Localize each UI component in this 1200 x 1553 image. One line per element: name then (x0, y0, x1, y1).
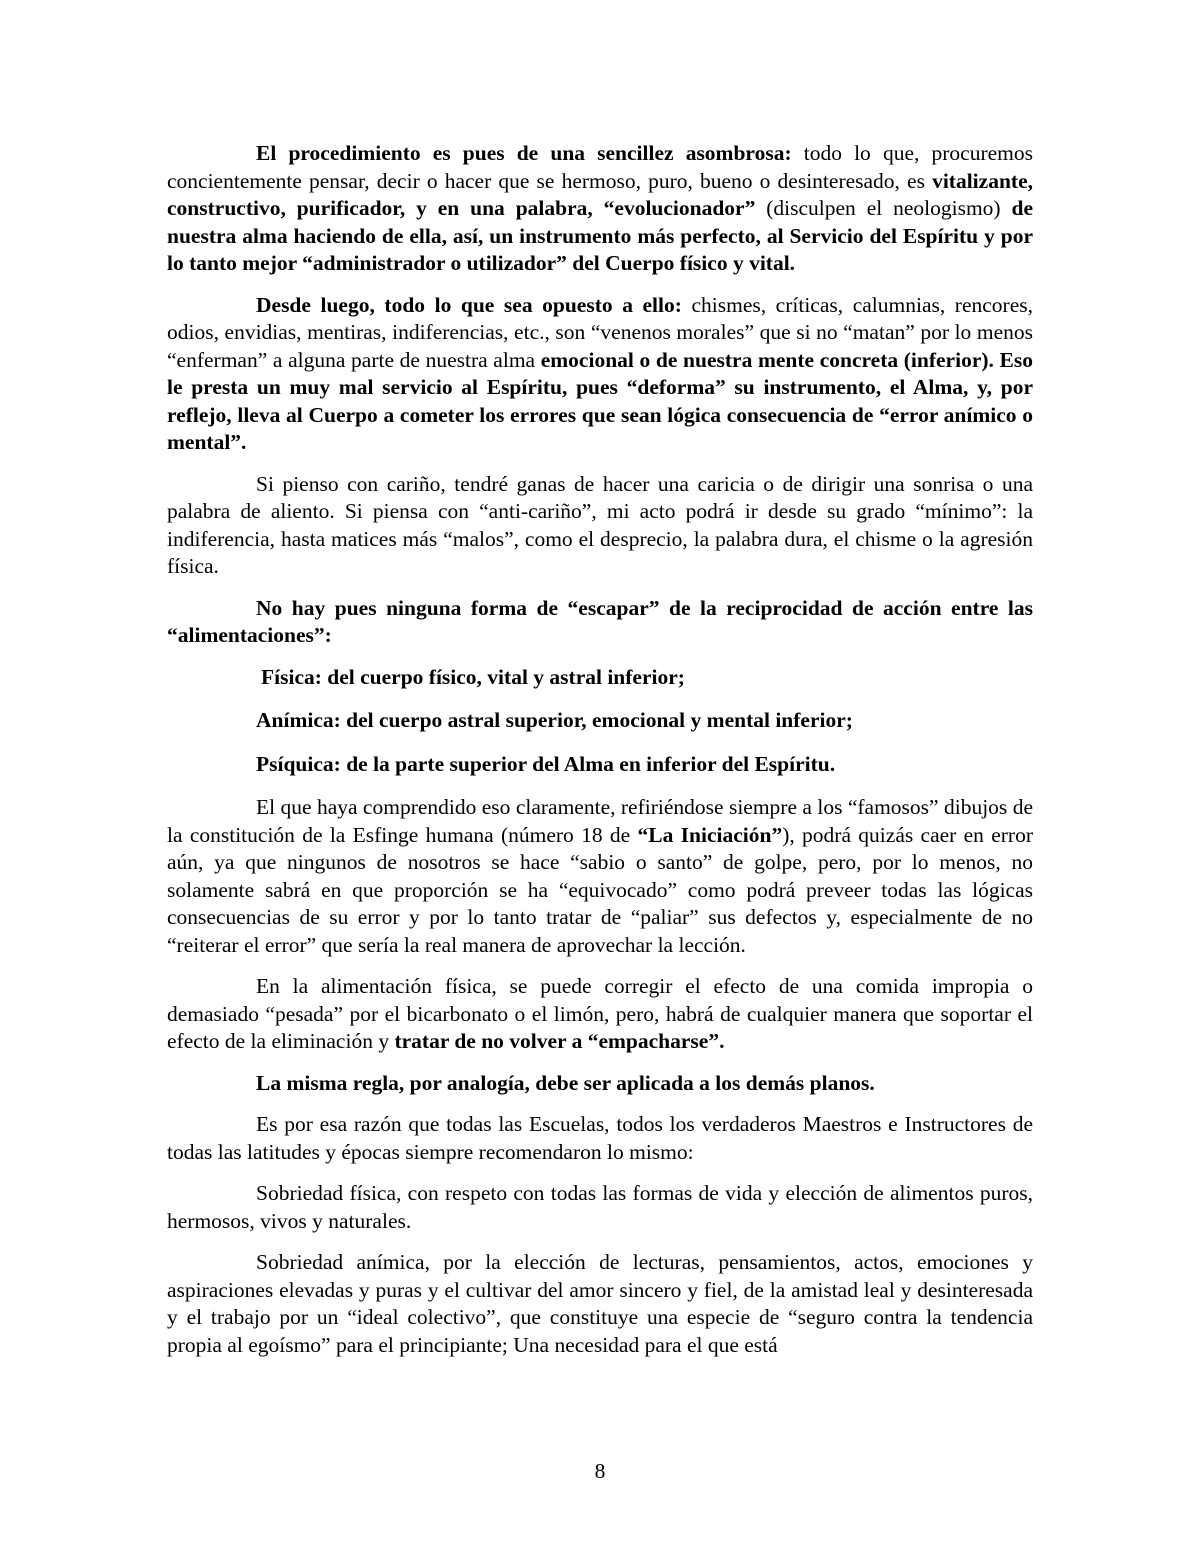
paragraph-7: La misma regla, por analogía, debe ser aplicada a los demás planos. (256, 1070, 875, 1095)
list-item-fisica: Física: del cuerpo físico, vital y astral inferior; (261, 664, 685, 689)
paragraph-6: En la alimentación física, se puede corregir el efecto de una comida impropia o demasiado “pesada” por el bicarbonato o el limón, pero, habrá de cualquier manera que soportar el efecto de la eliminación y tratar de no volver a “empacharse”. (167, 974, 1033, 1053)
list-item-psiquica: Psíquica: de la parte superior del Alma en inferior del Espíritu. (256, 751, 836, 776)
paragraph-4: No hay pues ninguna forma de “escapar” de la reciprocidad de acción entre las “alimentaciones”: (167, 595, 1033, 647)
paragraph-5: El que haya comprendido eso claramente, refiriéndose siempre a los “famosos” dibujos de la constitución de la Esfinge humana (número 18 de “La Iniciación”), podrá quizás caer en error aún, ya que ningunos de nosotros se hace “sabio o santo” de golpe, pero, por lo menos, no solamente sabrá en que proporción se ha “equivocado” como podrá preveer todas las lógicas consecuencias de su error y por lo tanto tratar de “paliar” sus defectos y, especialmente de no “reiterar el error” que sería la real manera de aprovechar la lección. (167, 795, 1033, 957)
list-item-animica: Anímica: del cuerpo astral superior, emocional y mental inferior; (256, 708, 853, 732)
paragraph-8: Es por esa razón que todas las Escuelas, todos los verdaderos Maestros e Instructores de todas las latitudes y épocas siempre recomendaron lo mismo: (167, 1112, 1033, 1164)
paragraph-9: Sobriedad física, con respeto con todas las formas de vida y elección de alimentos puros, hermosos, vivos y naturales. (167, 1181, 1033, 1233)
paragraph-1: El procedimiento es pues de una sencillez asombrosa: todo lo que, procuremos concientemente pensar, decir o hacer que se hermoso, puro, bueno o desinteresado, es vitalizante, constructivo, purificador, y en una palabra, “evolucionador” (disculpen el neologismo) de nuestra alma haciendo de ella, así, un instrumento más perfecto, al Servicio del Espíritu y por lo tanto mejor “administrador o utilizador” del Cuerpo físico y vital. (167, 141, 1033, 275)
paragraph-2: Desde luego, todo lo que sea opuesto a ello: chismes, críticas, calumnias, rencores, odios, envidias, mentiras, indiferencias, etc., son “venenos morales” que si no “matan” por lo menos “enferman” a alguna parte de nuestra alma emocional o de nuestra mente concreta (inferior). Eso le presta un muy mal servicio al Espíritu, pues “deforma” su instrumento, el Alma, y, por reflejo, lleva al Cuerpo a cometer los errores que sean lógica consecuencia de “error anímico o mental”. (167, 292, 1033, 454)
body-text (167, 140, 1033, 1373)
paragraph-10: Sobriedad anímica, por la elección de lecturas, pensamientos, actos, emociones y aspiraciones elevadas y puras y el cultivar del amor sincero y fiel, de la amistad leal y desinteresada y el trabajo por un “ideal colectivo”, que constituye una especie de “seguro contra la tendencia propia al egoísmo” para el principiante; Una necesidad para el que está (167, 1250, 1033, 1357)
paragraph-3: Si pienso con cariño, tendré ganas de hacer una caricia o de dirigir una sonrisa o una palabra de aliento. Si piensa con “anti-cariño”, mi acto podrá ir desde su grado “mínimo”: la indiferencia, hasta matices más “malos”, como el desprecio, la palabra dura, el chisme o la agresión física. (167, 471, 1033, 578)
page-number: 8 (594, 1459, 606, 1483)
